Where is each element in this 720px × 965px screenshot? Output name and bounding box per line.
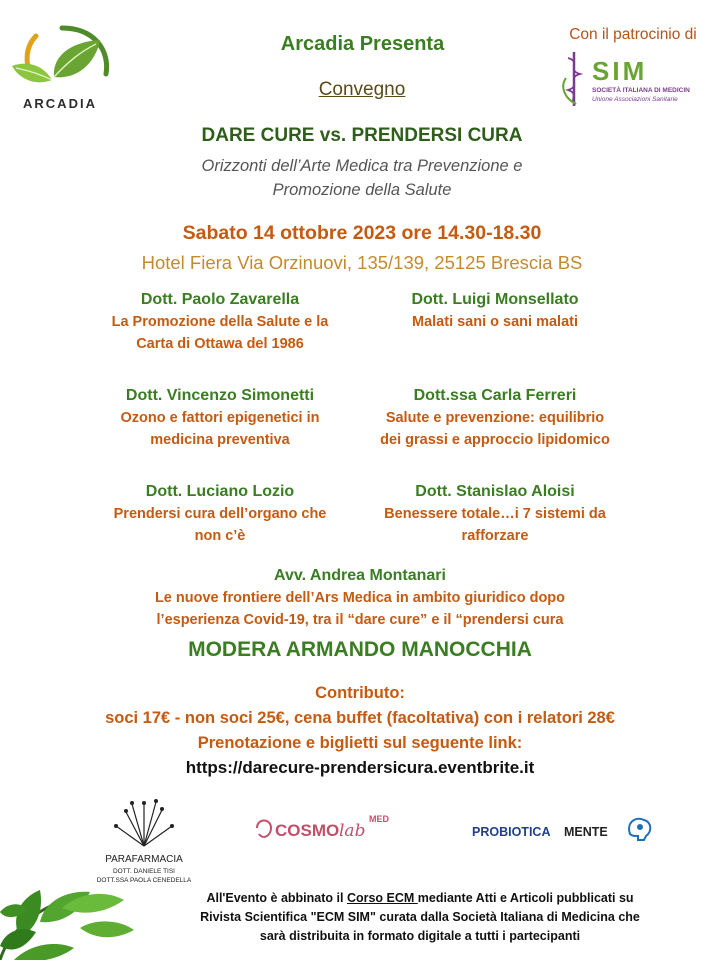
ecm-text: mediante Atti e Articoli pubblicati su: [417, 891, 634, 905]
arcadia-logo-text: ARCADIA: [23, 96, 97, 111]
patronage-label: Con il patrocinio di: [569, 26, 697, 43]
ecm-line-1: [170, 889, 670, 908]
speaker-topic: dei grassi e approccio lipidomico: [380, 432, 610, 448]
parafarmacia-line-2: DOTT.SSA PAOLA CENEDELLA: [96, 877, 192, 884]
cosmolab-logo: [255, 806, 415, 846]
speaker-topic: l’esperienza Covid-19, tra il “dare cure” e il “prendersi cura: [156, 612, 564, 628]
ecm-line-3: sarà distribuita in formato digitale a tutti i partecipanti: [259, 929, 581, 943]
probiotica-text: PROBIOTICA: [472, 825, 551, 839]
speaker-block: [350, 481, 640, 547]
event-type: Convegno: [318, 79, 406, 100]
speaker-topic: Le nuove frontiere dell’Ars Medica in ambito giuridico dopo: [154, 590, 566, 606]
speaker-topic: medicina preventiva: [150, 432, 290, 448]
speaker-block: [60, 565, 660, 631]
speaker-topic: Benessere totale…i 7 sistemi da: [384, 506, 606, 522]
speaker-name: Dott.ssa Carla Ferreri: [413, 387, 577, 404]
speaker-topic: Carta di Ottawa del 1986: [136, 336, 304, 352]
speaker-topic: Salute e prevenzione: equilibrio: [385, 410, 605, 426]
mente-text: MENTE: [564, 825, 608, 839]
arcadia-logo: [6, 22, 118, 114]
speaker-name: Avv. Andrea Montanari: [274, 567, 446, 584]
subtitle-line-2: Promozione della Salute: [272, 181, 452, 199]
speaker-topic: Malati sani o sani malati: [412, 314, 578, 330]
contribution-prices: soci 17€ - non soci 25€, cena buffet (facoltativa) con i relatori 28€: [105, 709, 615, 727]
speaker-topic: Ozono e fattori epigenetici in: [120, 410, 320, 426]
org-title: Arcadia Presenta: [280, 33, 445, 55]
event-title: DARE CURE vs. PRENDERSI CURA: [201, 125, 523, 146]
speaker-block: [350, 289, 640, 333]
ecm-course-link[interactable]: Corso ECM: [346, 891, 418, 905]
sim-logo-sub2: Unione Associazioni Sanitarie: [592, 96, 678, 103]
speaker-block: [75, 481, 365, 547]
ecm-line-2: Rivista Scientifica "ECM SIM" curata dalla Società Italiana di Medicina che: [200, 910, 640, 924]
speaker-topic: La Promozione della Salute e la: [111, 314, 329, 330]
cosmolab-text: COSMO: [275, 821, 340, 840]
speaker-block: [350, 385, 640, 451]
sim-logo: [560, 48, 690, 110]
cosmolab-med: MED: [369, 814, 389, 824]
speaker-name: Dott. Stanislao Aloisi: [415, 483, 575, 500]
ecm-note: [170, 889, 670, 946]
speaker-block: [75, 289, 365, 355]
moderator: MODERA ARMANDO MANOCCHIA: [188, 638, 532, 661]
speaker-block: [75, 385, 365, 451]
cosmolab-script: lab: [339, 821, 366, 841]
contribution-label: Contributo:: [315, 684, 405, 702]
parafarmacia-line-1: DOTT. DANIELE TISI: [112, 868, 176, 875]
speaker-name: Dott. Luigi Monsellato: [411, 291, 579, 308]
speaker-name: Dott. Paolo Zavarella: [140, 291, 300, 308]
sim-logo-text: SIM: [592, 56, 648, 86]
speaker-topic: non c’è: [194, 528, 246, 544]
eventbrite-link[interactable]: https://darecure-prendersicura.eventbrite.it: [185, 758, 535, 777]
event-venue: Hotel Fiera Via Orzinuovi, 135/139, 25125 Brescia BS: [141, 252, 583, 273]
subtitle-line-1: Orizzonti dell’Arte Medica tra Prevenzione e: [201, 157, 523, 175]
event-date: Sabato 14 ottobre 2023 ore 14.30-18.30: [182, 222, 542, 244]
sim-logo-sub1: SOCIETÀ ITALIANA DI MEDICINA: [592, 87, 690, 94]
booking-text: Prenotazione e biglietti sul seguente link:: [197, 734, 523, 752]
speaker-name: Dott. Luciano Lozio: [145, 483, 295, 500]
parafarmacia-title: PARAFARMACIA: [105, 854, 183, 865]
leaves-decoration: [0, 868, 165, 960]
speaker-topic: rafforzare: [461, 528, 529, 544]
event-subtitle: [130, 154, 594, 202]
speaker-name: Dott. Vincenzo Simonetti: [125, 387, 315, 404]
ecm-text: All'Evento è abbinato il: [206, 891, 347, 905]
speaker-topic: Prendersi cura dell’organo che: [113, 506, 327, 522]
contribution-block: [30, 681, 690, 756]
probioticamente-logo: [470, 812, 660, 844]
